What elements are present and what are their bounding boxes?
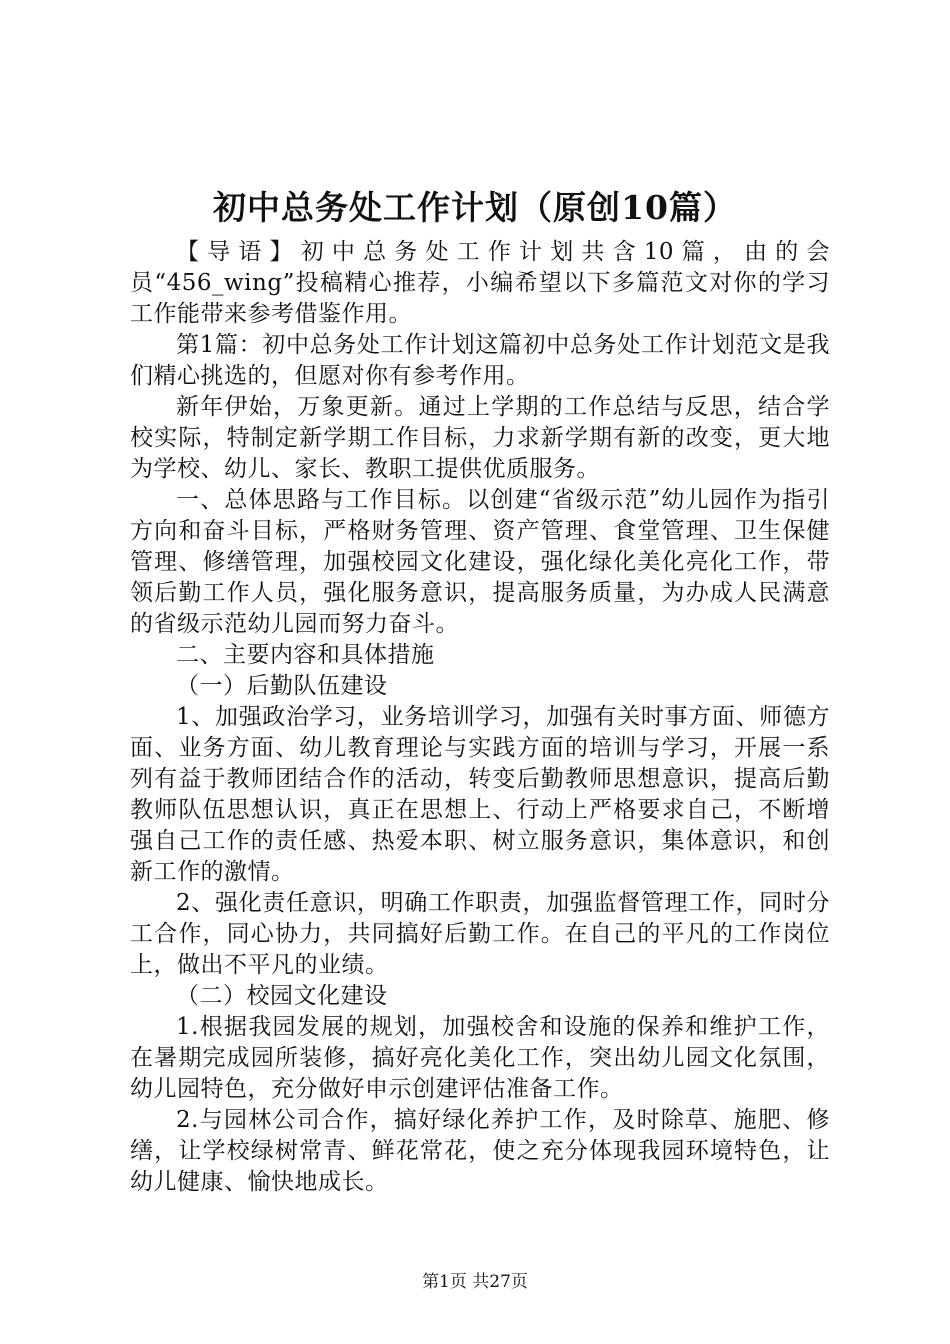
paragraph-new-year: 新年伊始，万象更新。通过上学期的工作总结与反思，结合学校实际，特制定新学期工作目标，力求新学期有新的改变，更大地为学校、幼儿、家长、教职工提供优质服务。	[130, 394, 830, 482]
page-footer: 第1页 共27页	[422, 1272, 528, 1292]
paragraph-intro: 【导语】初中总务处工作计划共含10篇，由的会员“456_wing”投稿精心推荐，小编希望以下多篇范文对你的学习工作能带来参考借鉴作用。	[130, 239, 830, 327]
paragraph-greening: 2.与园林公司合作，搞好绿化养护工作，及时除草、施肥、修缮，让学校绿树常青、鲜花常花，使之充分体现我园环境特色，让幼儿健康、愉快地成长。	[130, 1107, 830, 1195]
paragraph-overall-goals: 一、总体思路与工作目标。以创建“省级示范”幼儿园作为指引方向和奋斗目标，严格财务管理、资产管理、食堂管理、卫生保健管理、修缮管理，加强校园文化建设，强化绿化美化亮化工作，带领后勤工作人员，强化服务意识，提高服务质量，为办成人民满意的省级示范幼儿园而努力奋斗。	[130, 487, 830, 637]
paragraph-political-study: 1、加强政治学习，业务培训学习，加强有关时事方面、师德方面、业务方面、幼儿教育理论与实践方面的培训与学习，开展一系列有益于教师团结合作的活动，转变后勤教师思想意识，提高后勤教师队伍思想认识，真正在思想上、行动上严格要求自己，不断增强自己工作的责任感、热爱本职、树立服务意识，集体意识，和创新工作的激情。	[130, 704, 830, 885]
heading-logistics-team: （一）后勤队伍建设	[176, 673, 388, 699]
heading-campus-culture: （二）校园文化建设	[176, 983, 388, 1009]
paragraph-responsibility: 2、强化责任意识，明确工作职责，加强监督管理工作，同时分工合作，同心协力，共同搞好后勤工作。在自己的平凡的工作岗位上，做出不平凡的业绩。	[130, 890, 830, 978]
paragraph-campus-plan: 1.根据我园发展的规划，加强校舍和设施的保养和维护工作，在暑期完成园所装修，搞好亮化美化工作，突出幼儿园文化氛围，幼儿园特色，充分做好申示创建评估准备工作。	[130, 1014, 830, 1102]
document-body	[130, 237, 830, 1198]
paragraph-chapter-1: 第1篇：初中总务处工作计划这篇初中总务处工作计划范文是我们精心挑选的，但愿对你有参考作用。	[130, 332, 830, 389]
heading-main-content: 二、主要内容和具体措施	[176, 642, 435, 668]
document-title: 初中总务处工作计划（原创10篇）	[213, 188, 737, 227]
